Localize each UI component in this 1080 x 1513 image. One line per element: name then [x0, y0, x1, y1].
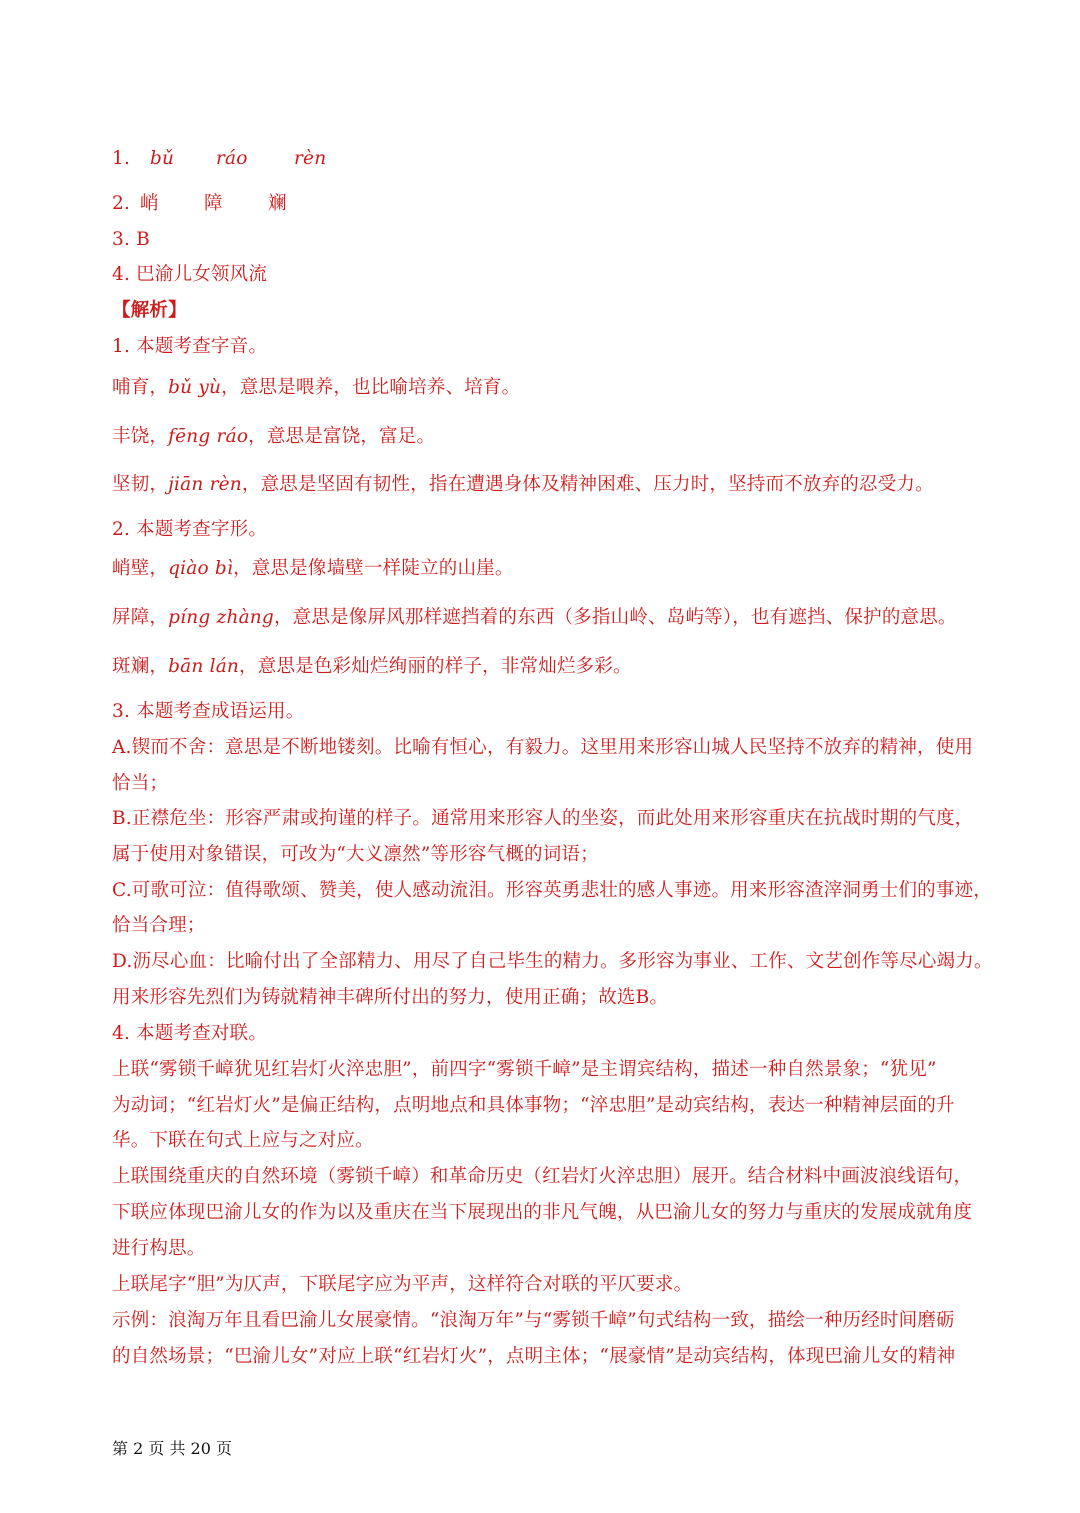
q2-line-1-word: 峭壁，: [112, 558, 169, 579]
jiexi-heading: 【解析】: [112, 300, 187, 321]
q4-heading: 4. 本题考查对联。: [112, 1023, 268, 1044]
q4-para-2-line-1: 上联围绕重庆的自然环境（雾锁千嶂）和革命历史（红岩灯火淬忠胆）展开。结合材料中画波浪线语句，: [112, 1166, 973, 1187]
q4-para-1-line-1: 上联“雾锁千嶂犹见红岩灯火淬忠胆”，前四字“雾锁千嶂”是主谓宾结构，描述一种自然景象；“犹见”: [112, 1059, 937, 1080]
q2-line-1-meaning: ，意思是像墙壁一样陡立的山崖。: [233, 558, 514, 579]
q1-line-2-meaning: ，意思是富饶，富足。: [248, 426, 436, 447]
q3-option-c-line-1: C.可歌可泣：值得歌颂、赞美，使人感动流泪。形容英勇悲壮的感人事迹。用来形容渣滓洞勇士们的事迹，: [112, 880, 992, 901]
page-number-footer: 第 2 页 共 20 页: [112, 1439, 232, 1458]
q2-line-2: [112, 606, 982, 630]
q1-line-3-pinyin: jiān rèn: [168, 474, 242, 495]
q4-para-4-line-1: 示例：浪淘万年且看巴渝儿女展豪情。“浪淘万年”与“雾锁千嶂”句式结构一致，描绘一种历经时间磨砺: [112, 1310, 955, 1331]
q2-line-2-pinyin: píng zhàng: [168, 607, 274, 628]
q1-line-1-word: 哺育，: [112, 377, 169, 398]
q4-para-4-line-2: 的自然场景；“巴渝儿女”对应上联“红岩灯火”，点明主体；“展豪情”是动宾结构，体现巴渝儿女的精神: [112, 1346, 956, 1367]
answer-1-pinyin-1: bǔ: [150, 148, 175, 169]
q4-para-3-line-1: 上联尾字“胆”为仄声，下联尾字应为平声，这样符合对联的平仄要求。: [112, 1274, 693, 1295]
q1-line-2: [112, 425, 982, 449]
q1-line-1-meaning: ，意思是喂养，也比喻培养、培育。: [221, 377, 521, 398]
q2-line-2-word: 屏障，: [112, 607, 169, 628]
q3-option-b-line-2: 属于使用对象错误，可改为“大义凛然”等形容气概的词语；: [112, 844, 599, 865]
answer-2-char-3: 斓: [268, 193, 287, 214]
q2-line-3-pinyin: bān lán: [168, 656, 240, 677]
answer-1-pinyin-3: rèn: [294, 148, 327, 169]
answer-2-char-2: 障: [204, 193, 223, 214]
q2-line-3-word: 斑斓，: [112, 656, 169, 677]
q1-line-2-word: 丰饶，: [112, 426, 169, 447]
q4-para-2-line-3: 进行构思。: [112, 1238, 206, 1259]
q1-line-1: [112, 376, 982, 400]
answer-1: [112, 147, 982, 171]
q4-para-2-line-2: 下联应体现巴渝儿女的作为以及重庆在当下展现出的非凡气魄，从巴渝儿女的努力与重庆的发展成就角度: [112, 1202, 973, 1223]
answer-2-number: 2.: [112, 193, 131, 214]
q2-line-3-meaning: ，意思是色彩灿烂绚丽的样子，非常灿烂多彩。: [239, 656, 632, 677]
answer-2: [112, 192, 982, 216]
q2-line-2-meaning: ，意思是像屏风那样遮挡着的东西（多指山岭、岛屿等），也有遮挡、保护的意思。: [273, 607, 957, 628]
q1-heading: 1. 本题考查字音。: [112, 336, 268, 357]
answer-1-number: 1.: [112, 148, 131, 169]
answer-4: 4. 巴渝儿女领风流: [112, 264, 268, 285]
q2-line-3: [112, 655, 982, 679]
q1-line-2-pinyin: fēng ráo: [168, 426, 249, 447]
q2-line-1: [112, 557, 982, 581]
q3-option-b-line-1: B.正襟危坐：形容严肃或拘谨的样子。通常用来形容人的坐姿，而此处用来形容重庆在抗战时期的气度，: [112, 808, 974, 829]
q3-option-a-line-2: 恰当；: [112, 773, 169, 794]
q3-option-a-line-1: A.锲而不舍：意思是不断地镂刻。比喻有恒心，有毅力。这里用来形容山城人民坚持不放弃的精神，使用: [112, 737, 974, 758]
q1-line-3: [112, 473, 982, 497]
q4-para-1-line-3: 华。下联在句式上应与之对应。: [112, 1130, 374, 1151]
q1-line-3-meaning: ，意思是坚固有韧性，指在遭遇身体及精神困难、压力时，坚持而不放弃的忍受力。: [241, 474, 934, 495]
q3-option-d-line-2: 用来形容先烈们为铸就精神丰碑所付出的努力，使用正确；故选B。: [112, 987, 669, 1008]
q1-line-3-word: 坚韧，: [112, 474, 169, 495]
q3-option-c-line-2: 恰当合理；: [112, 915, 206, 936]
q1-line-1-pinyin: bǔ yù: [168, 377, 222, 398]
answer-3: 3. B: [112, 229, 150, 250]
answer-2-char-1: 峭: [140, 193, 159, 214]
q4-para-1-line-2: 为动词；“红岩灯火”是偏正结构，点明地点和具体事物；“淬忠胆”是动宾结构，表达一种精神层面的升: [112, 1095, 955, 1116]
q2-line-1-pinyin: qiào bì: [168, 558, 234, 579]
q3-heading: 3. 本题考查成语运用。: [112, 701, 305, 722]
q2-heading: 2. 本题考查字形。: [112, 519, 268, 540]
answer-1-pinyin-2: ráo: [216, 148, 248, 169]
q3-option-d-line-1: D.沥尽心血：比喻付出了全部精力、用尽了自己毕生的精力。多形容为事业、工作、文艺创作等尽心竭力。: [112, 951, 993, 972]
